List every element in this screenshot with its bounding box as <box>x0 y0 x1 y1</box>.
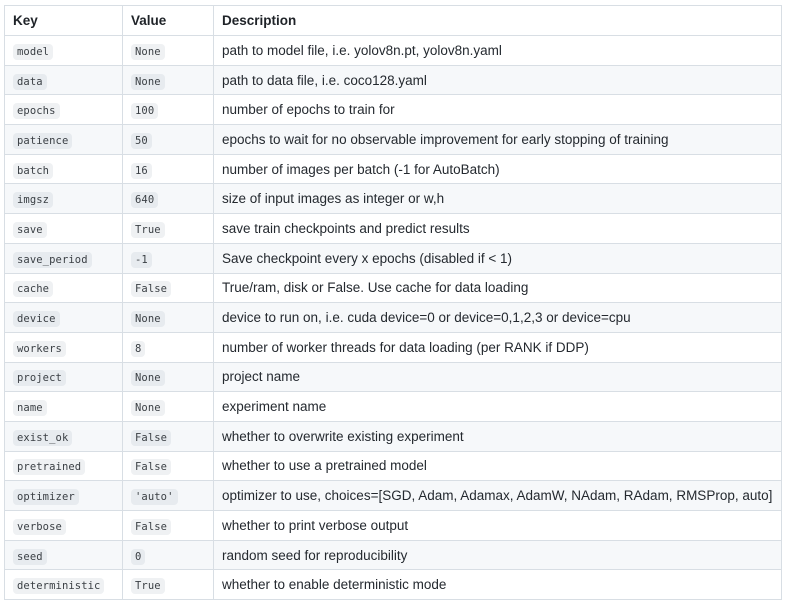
table-row <box>5 421 782 451</box>
description-cell: number of worker threads for data loading (per RANK if DDP) <box>214 332 782 362</box>
table-row <box>5 273 782 303</box>
key-cell <box>5 570 123 600</box>
key-cell <box>5 303 123 333</box>
value-cell <box>123 214 214 244</box>
key-cell <box>5 154 123 184</box>
description-cell: whether to use a pretrained model <box>214 451 782 481</box>
key-cell <box>5 421 123 451</box>
description-cell: size of input images as integer or w,h <box>214 184 782 214</box>
table-row <box>5 451 782 481</box>
key-code: project <box>13 370 66 386</box>
description-cell: True/ram, disk or False. Use cache for data loading <box>214 273 782 303</box>
header-row <box>5 6 782 36</box>
value-cell <box>123 95 214 125</box>
value-code: False <box>131 519 171 535</box>
value-code: 100 <box>131 103 158 119</box>
key-code: epochs <box>13 103 60 119</box>
description-cell: path to data file, i.e. coco128.yaml <box>214 65 782 95</box>
table-row <box>5 511 782 541</box>
description-cell: path to model file, i.e. yolov8n.pt, yolov8n.yaml <box>214 36 782 66</box>
value-cell <box>123 392 214 422</box>
value-cell <box>123 362 214 392</box>
value-cell <box>123 303 214 333</box>
key-code: save <box>13 222 47 238</box>
key-code: name <box>13 400 47 416</box>
description-cell: whether to print verbose output <box>214 511 782 541</box>
key-code: seed <box>13 549 47 565</box>
key-code: workers <box>13 341 66 357</box>
key-cell <box>5 362 123 392</box>
key-cell <box>5 95 123 125</box>
value-code: False <box>131 430 171 446</box>
key-cell <box>5 332 123 362</box>
key-code: imgsz <box>13 192 53 208</box>
value-cell <box>123 421 214 451</box>
value-code: 'auto' <box>131 489 178 505</box>
value-cell <box>123 273 214 303</box>
value-cell <box>123 540 214 570</box>
value-cell <box>123 125 214 155</box>
value-code: None <box>131 44 165 60</box>
table-row <box>5 570 782 600</box>
table-row <box>5 65 782 95</box>
description-cell: number of images per batch (-1 for AutoBatch) <box>214 154 782 184</box>
description-cell: device to run on, i.e. cuda device=0 or device=0,1,2,3 or device=cpu <box>214 303 782 333</box>
key-cell <box>5 273 123 303</box>
key-code: device <box>13 311 60 327</box>
description-cell: experiment name <box>214 392 782 422</box>
key-code: save_period <box>13 252 92 268</box>
key-cell <box>5 392 123 422</box>
key-cell <box>5 481 123 511</box>
arguments-table <box>4 5 782 600</box>
table-row <box>5 36 782 66</box>
value-cell <box>123 481 214 511</box>
table-row <box>5 332 782 362</box>
key-code: data <box>13 74 47 90</box>
table-body <box>5 36 782 600</box>
value-code: 0 <box>131 549 145 565</box>
value-code: None <box>131 311 165 327</box>
value-cell <box>123 184 214 214</box>
description-cell: save train checkpoints and predict results <box>214 214 782 244</box>
table-row <box>5 125 782 155</box>
key-cell <box>5 125 123 155</box>
value-code: 8 <box>131 341 145 357</box>
key-cell <box>5 214 123 244</box>
arguments-table-container <box>4 5 781 600</box>
value-cell <box>123 511 214 541</box>
table-row <box>5 154 782 184</box>
value-code: None <box>131 74 165 90</box>
table-row <box>5 243 782 273</box>
value-cell <box>123 570 214 600</box>
table-row <box>5 184 782 214</box>
value-code: False <box>131 281 171 297</box>
table-row <box>5 540 782 570</box>
value-cell <box>123 332 214 362</box>
description-cell: epochs to wait for no observable improvement for early stopping of training <box>214 125 782 155</box>
description-cell: whether to enable deterministic mode <box>214 570 782 600</box>
column-header-key: Key <box>5 6 123 36</box>
description-cell: whether to overwrite existing experiment <box>214 421 782 451</box>
table-row <box>5 95 782 125</box>
description-cell: optimizer to use, choices=[SGD, Adam, Adamax, AdamW, NAdam, RAdam, RMSProp, auto] <box>214 481 782 511</box>
value-code: True <box>131 222 165 238</box>
value-code: None <box>131 400 165 416</box>
key-code: batch <box>13 163 53 179</box>
column-header-value: Value <box>123 6 214 36</box>
key-cell <box>5 451 123 481</box>
value-cell <box>123 65 214 95</box>
description-cell: project name <box>214 362 782 392</box>
key-code: deterministic <box>13 578 104 594</box>
key-cell <box>5 36 123 66</box>
value-cell <box>123 154 214 184</box>
value-code: None <box>131 370 165 386</box>
table-row <box>5 481 782 511</box>
key-code: pretrained <box>13 459 85 475</box>
description-cell: random seed for reproducibility <box>214 540 782 570</box>
description-cell: Save checkpoint every x epochs (disabled if < 1) <box>214 243 782 273</box>
key-code: patience <box>13 133 72 149</box>
value-cell <box>123 243 214 273</box>
value-code: -1 <box>131 252 152 268</box>
value-code: False <box>131 459 171 475</box>
table-header <box>5 6 782 36</box>
value-code: True <box>131 578 165 594</box>
key-code: optimizer <box>13 489 79 505</box>
key-cell <box>5 511 123 541</box>
key-code: model <box>13 44 53 60</box>
description-cell: number of epochs to train for <box>214 95 782 125</box>
key-cell <box>5 243 123 273</box>
value-code: 50 <box>131 133 152 149</box>
table-row <box>5 214 782 244</box>
column-header-description: Description <box>214 6 782 36</box>
value-cell <box>123 36 214 66</box>
key-code: cache <box>13 281 53 297</box>
key-code: exist_ok <box>13 430 72 446</box>
key-code: verbose <box>13 519 66 535</box>
table-row <box>5 303 782 333</box>
key-cell <box>5 65 123 95</box>
key-cell <box>5 184 123 214</box>
value-code: 640 <box>131 192 158 208</box>
value-cell <box>123 451 214 481</box>
table-row <box>5 362 782 392</box>
value-code: 16 <box>131 163 152 179</box>
table-row <box>5 392 782 422</box>
key-cell <box>5 540 123 570</box>
